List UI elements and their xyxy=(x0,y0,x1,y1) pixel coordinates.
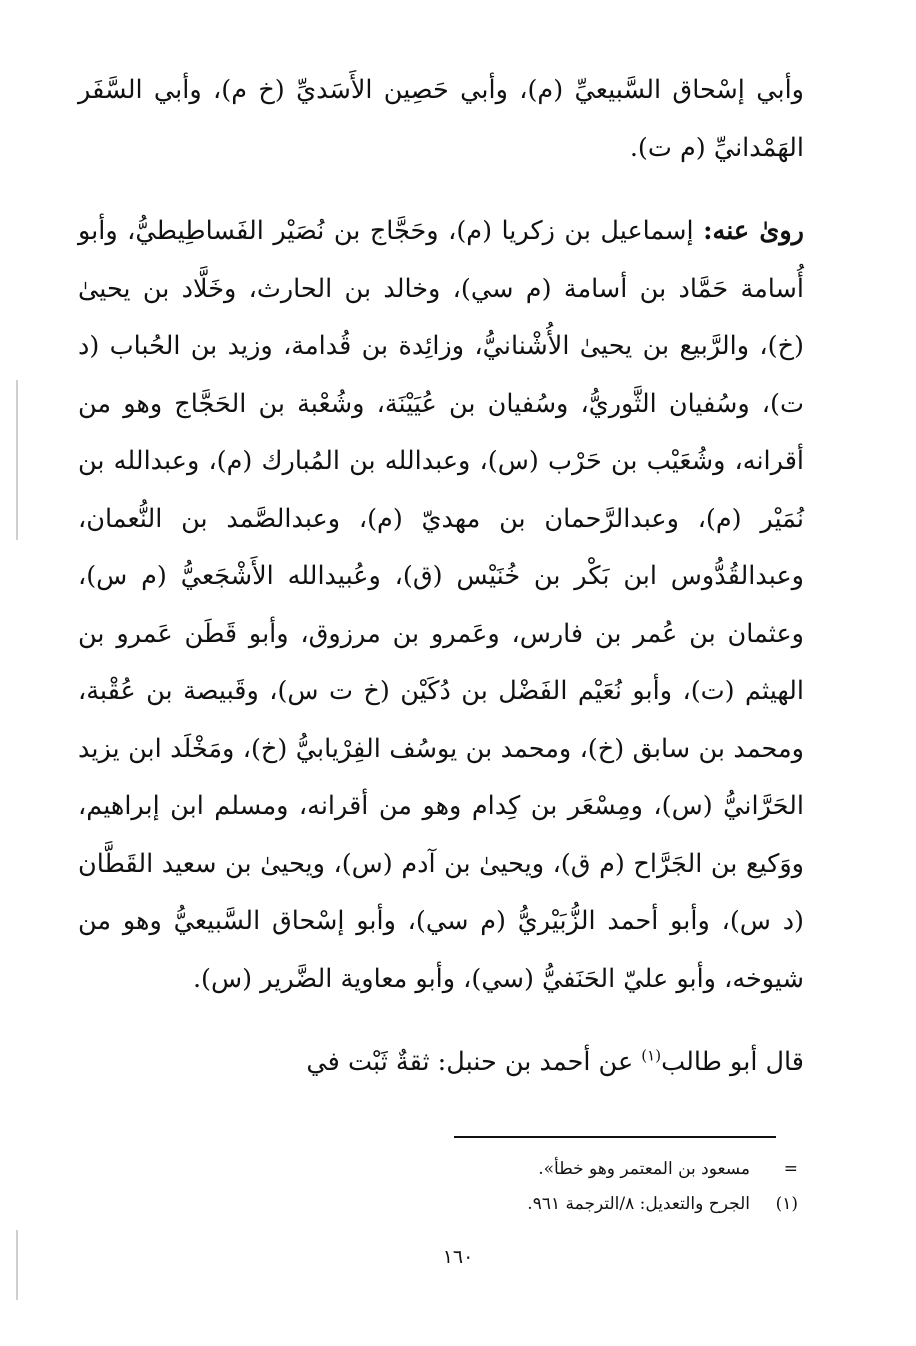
closing-text-end: عن أحمد بن حنبل: ثقةٌ ثَبْت في xyxy=(306,1047,642,1077)
narrators-text: إسماعيل بن زكريا (م)، وحَجَّاج بن نُصَيْر الفَساطِيطيُّ، وأبو أُسامة حَمَّاد بن أسامة (م سي)، وخالد بن الحارث، وخَلَّاد بن يحيىٰ (خ)، والرَّبيع بن يحيىٰ الأُشْنانيُّ، وزائِدة بن قُدامة، وزيد بن الحُباب (د ت)، وسُفيان الثَّوريُّ، وسُفيان بن عُيَيْنَة، وشُعْبة بن الحَجَّاج وهو من أقرانه، وشُعَيْب بن حَرْب (س)، وعبدالله بن المُبارك (م)، وعبدالله بن نُمَيْر (م)، وعبدالرَّحمان بن مهديّ (م)، وعبدالصَّمد بن النُّعمان، وعبدالقُدُّوس ابن بَكْر بن خُنَيْس (ق)، وعُبيدالله الأَشْجَعيُّ (م س)، وعثمان بن عُمر بن فارس، وعَمرو بن مرزوق، وأبو قَطَن عَمرو بن الهيثم (ت)، وأبو نُعَيْم الفَضْل بن دُكَيْن (خ ت س)، وقَبيصة بن عُقْبة، ومحمد بن سابق (خ)، ومحمد بن يوسُف الفِرْيابيُّ (خ)، ومَخْلَد ابن يزيد الحَرَّانيُّ (س)، ومِسْعَر بن كِدام وهو من أقرانه، ومسلم ابن إبراهيم، ووَكيع بن الجَرَّاح (م ق)، ويحيىٰ بن آدم (س)، ويحيىٰ بن سعيد القَطَّان (د س)، وأبو أحمد الزُّبَيْريُّ (م سي)، وأبو إسْحاق السَّبيعيُّ وهو من شيوخه، وأبو عليّ الحَنَفيُّ (سي)، وأبو معاوية الضَّرير (س). xyxy=(78,216,804,994)
intro-paragraph: وأبي إسْحاق السَّبيعيِّ (م)، وأبي حَصِين الأَسَديِّ (خ م)، وأبي السَّفَر الهَمْدانيِّ (م ت). xyxy=(78,75,804,163)
footnote-mark: = xyxy=(783,1159,798,1179)
closing-paragraph xyxy=(78,1034,804,1092)
narrators-label: روىٰ عنه: xyxy=(703,216,804,246)
footnotes xyxy=(454,1152,798,1222)
footnote-continuation xyxy=(454,1152,798,1187)
narrators-paragraph xyxy=(78,203,804,1008)
footnote-separator xyxy=(454,1136,776,1138)
page-number: ١٦٠ xyxy=(442,1246,474,1268)
footnote-text: مسعود بن المعتمر وهو خطأ». xyxy=(538,1159,750,1179)
footnote-1 xyxy=(454,1187,798,1222)
main-text xyxy=(78,62,804,1092)
closing-text-start: قال أبو طالب xyxy=(661,1047,804,1077)
footnote-mark: (١) xyxy=(775,1194,798,1214)
scan-artifact xyxy=(16,380,18,540)
footnote-text: الجرح والتعديل: ٨/الترجمة ٩٦١. xyxy=(527,1194,750,1214)
footnote-reference[interactable]: (١) xyxy=(641,1046,662,1065)
scan-artifact xyxy=(16,1230,18,1300)
